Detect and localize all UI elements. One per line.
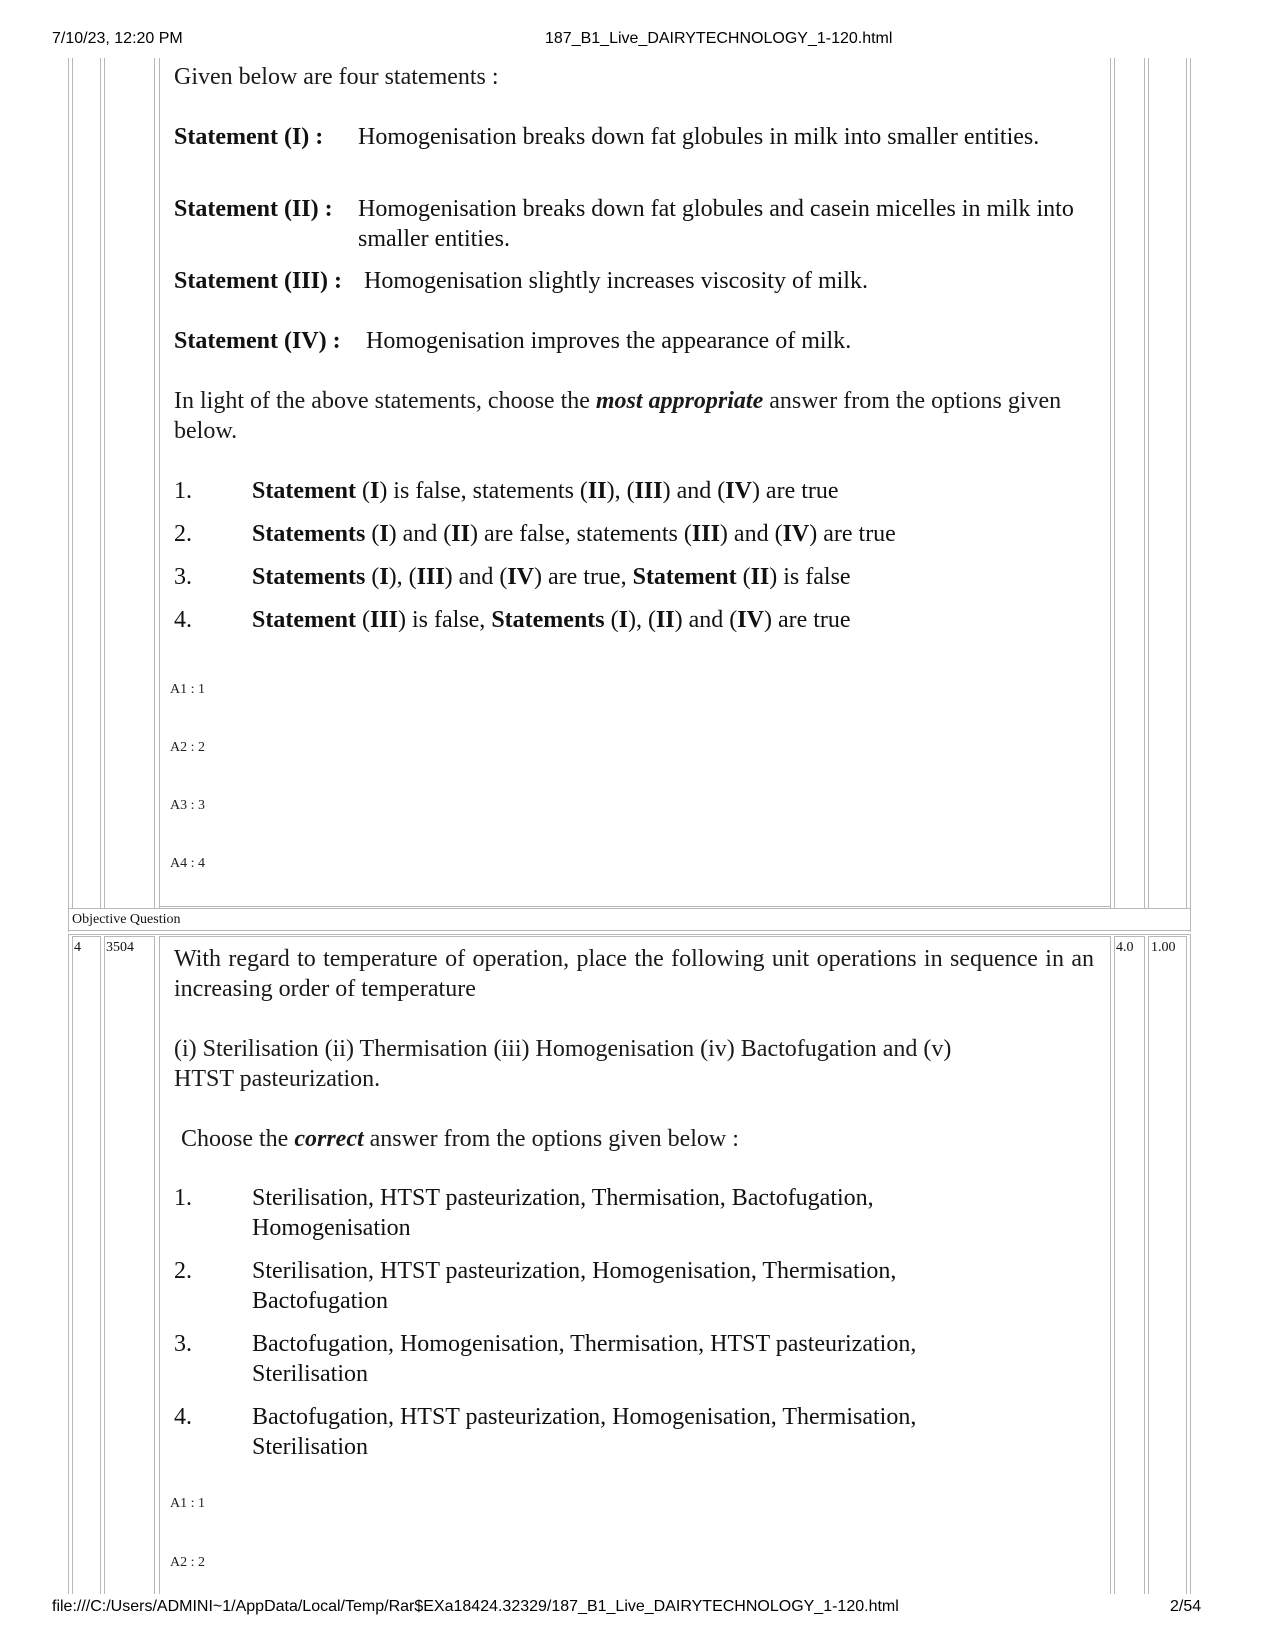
answer-key-2: A2 : 2 <box>170 740 205 755</box>
question-items: (i) Sterilisation (ii) Thermisation (iii) Homogenisation (iv) Bactofugation and (v) HTST pasteurization. <box>174 1036 952 1092</box>
question-instruction: In light of the above statements, choose the most appropriate answer from the options given below. <box>174 388 1062 444</box>
statement-1 <box>174 122 1094 182</box>
question-negative-marks: 1.00 <box>1151 940 1176 955</box>
statement-text: Homogenisation breaks down fat globules and casein micelles in milk into smaller entities. <box>358 196 1074 252</box>
statement-text: Homogenisation breaks down fat globules in milk into smaller entities. <box>358 124 1040 150</box>
question-serial: 4 <box>74 940 81 955</box>
statement-label: Statement (II) : <box>174 196 333 222</box>
print-page-number: 2/54 <box>1170 1598 1202 1615</box>
question-choose: Choose the correct answer from the options given below : <box>181 1126 739 1152</box>
answer-key-1: A1 : 1 <box>170 1496 205 1511</box>
answer-key-2: A2 : 2 <box>170 1555 205 1570</box>
answer-key-4: A4 : 4 <box>170 856 205 871</box>
statement-3 <box>174 266 1094 296</box>
question-marks: 4.0 <box>1116 940 1134 955</box>
print-file-path: file:///C:/Users/ADMINI~1/AppData/Local/Temp/Rar$EXa18424.32329/187_B1_Live_DAIRYTECHNOLOGY_1-120.html <box>52 1598 899 1615</box>
statement-text: Homogenisation slightly increases viscosity of milk. <box>364 268 868 294</box>
answer-key-3: A3 : 3 <box>170 798 205 813</box>
statement-4 <box>174 326 1094 356</box>
statement-text: Homogenisation improves the appearance of milk. <box>366 328 852 354</box>
statement-label: Statement (I) : <box>174 124 324 150</box>
question-intro: Given below are four statements : <box>174 64 499 90</box>
answer-key-1: A1 : 1 <box>170 682 205 697</box>
print-doc-title: 187_B1_Live_DAIRYTECHNOLOGY_1-120.html <box>545 30 893 47</box>
question-id: 3504 <box>106 940 134 955</box>
section-label: Objective Question <box>72 912 181 927</box>
statement-label: Statement (IV) : <box>174 328 341 354</box>
question-text: With regard to temperature of operation, place the following unit operations in sequence in an increasing order of temperature <box>174 946 1094 1002</box>
print-datetime: 7/10/23, 12:20 PM <box>52 30 183 47</box>
statement-2 <box>174 194 1094 254</box>
statement-label: Statement (III) : <box>174 268 342 294</box>
